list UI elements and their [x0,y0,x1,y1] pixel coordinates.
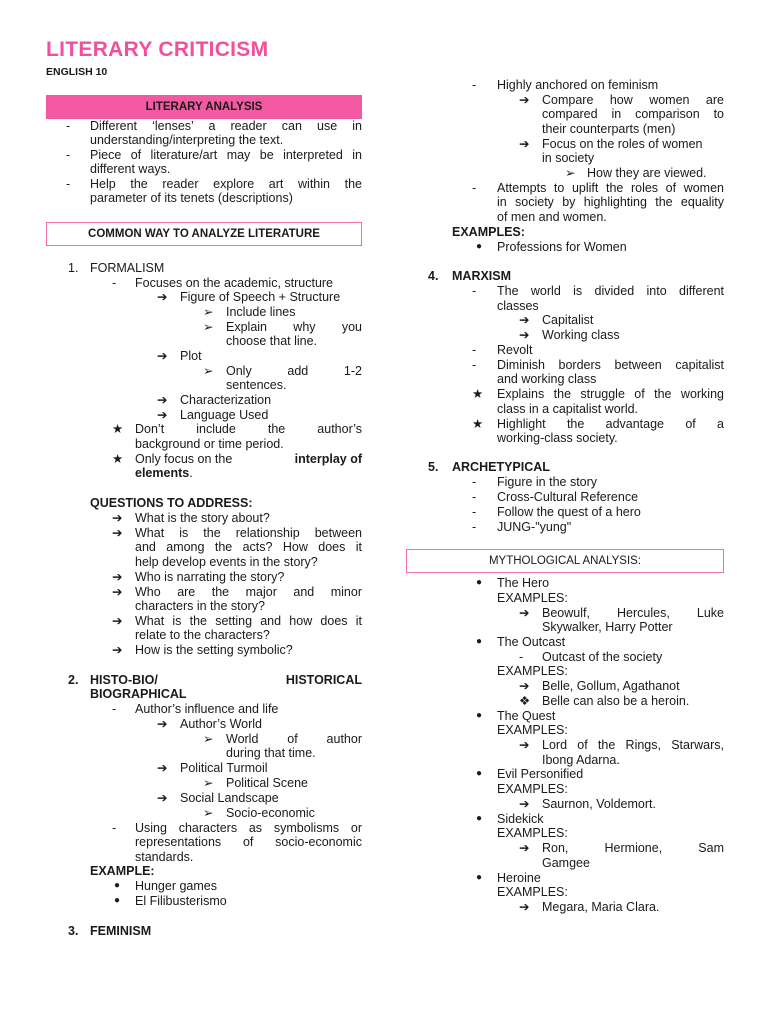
arrow-marker: ➔ [519,606,530,620]
dash-marker: - [472,490,477,504]
mythological-analysis-heading: MYTHOLOGICAL ANALYSIS: [406,549,724,573]
text-line: The Hero [497,576,550,590]
text-line: class in a capitalist world. [497,402,639,416]
text-line: Focus on the roles of women [542,137,703,151]
bullet-marker: ● [476,636,483,647]
text-line: Gamgee [542,856,590,870]
text-line: Author’s World [180,717,262,731]
text-line: representations of socio-economic [135,835,362,849]
list-number: 1. [68,261,79,275]
bullet-marker: ● [476,768,483,779]
examples-heading: EXAMPLES: [452,225,525,239]
dash-marker: - [112,702,117,716]
text-line: sentences. [226,378,287,392]
text-line: in society by highlighting the equality [497,195,724,209]
text-line: Professions for Women [497,240,627,254]
text-line: How is the setting symbolic? [135,643,293,657]
arrow-marker: ➔ [112,585,123,599]
text-line: Heroine [497,871,541,885]
text-line: What is the story about? [135,511,270,525]
text-line: Include lines [226,305,296,319]
text-line: choose that line. [226,334,318,348]
arrow-marker: ➔ [519,900,530,914]
dash-marker: - [472,475,477,489]
examples-label: EXAMPLES: [497,591,568,605]
dash-marker: - [472,343,477,357]
star-marker: ★ [472,417,484,431]
arrow-marker: ➔ [157,393,168,407]
text-line: Characterization [180,393,272,407]
arrow-marker: ➔ [157,349,168,363]
text-line: Highly anchored on feminism [497,78,659,92]
bullet-marker: ● [476,241,483,252]
text-line: parameter of its tenets (descriptions) [90,191,293,205]
bullet-marker: ● [476,577,483,588]
bullet-marker: ● [114,895,121,906]
arrow-marker: ➔ [157,408,168,422]
chevron-marker: ➢ [203,305,214,319]
arrow-marker: ➔ [519,328,530,342]
text-line: Hunger games [135,879,217,893]
section-title: HISTO-BIO/ HISTORICAL [90,673,362,687]
text-line: Explain why you [226,320,362,334]
chevron-marker: ➢ [203,364,214,378]
text-line: Cross-Cultural Reference [497,490,639,504]
arrow-marker: ➔ [519,841,530,855]
chevron-marker: ➢ [203,320,214,334]
text-line: Don’t include the author’s [135,422,362,436]
chevron-marker: ➢ [203,776,214,790]
bullet-marker: ● [476,872,483,883]
arrow-marker: ➔ [519,313,530,327]
arrow-marker: ➔ [157,290,168,304]
text-line: Diminish borders between capitalist [497,358,724,372]
arrow-marker: ➔ [519,679,530,693]
text-line: understanding/interpreting the text. [90,133,284,147]
text-line: What is the setting and how does it [135,614,362,628]
text-line: Piece of literature/art may be interpreted in [90,148,362,162]
text-line: Only add 1-2 [226,364,362,378]
text-line: Megara, Maria Clara. [542,900,660,914]
text-line: Language Used [180,408,269,422]
arrow-marker: ➔ [519,797,530,811]
text-line: background or time period. [135,437,284,451]
text-line: Help the reader explore art within the [90,177,362,191]
arrow-marker: ➔ [112,614,123,628]
examples-label: EXAMPLES: [497,885,568,899]
text-line: Belle can also be a heroin. [542,694,690,708]
text-line: Different ‘lenses’ a reader can use in [90,119,362,133]
text-line [135,466,193,481]
text-line: Figure in the story [497,475,598,489]
text-line: relate to the characters? [135,628,270,642]
dash-marker: - [112,276,117,290]
text-line: compared in comparison to [542,107,724,121]
text-fragment: . [189,466,193,480]
dash-marker: - [472,181,477,195]
diamond-marker: ❖ [519,694,531,708]
text-fragment: Only focus on the [135,452,233,466]
dash-marker: - [66,177,71,191]
chevron-marker: ➢ [203,732,214,746]
text-line: Figure of Speech + Structure [180,290,341,304]
text-line: Beowulf, Hercules, Luke [542,606,724,620]
star-marker: ★ [112,422,124,436]
text-line: Capitalist [542,313,594,327]
text-line: Attempts to uplift the roles of women [497,181,724,195]
text-line: working-class society. [497,431,618,445]
text-line: Political Scene [226,776,308,790]
text-line: characters in the story? [135,599,265,613]
text-line: How they are viewed. [587,166,707,180]
text-line: Explains the struggle of the working [497,387,724,401]
dash-marker: - [66,119,71,133]
text-line: Compare how women are [542,93,724,107]
text-line: Who are the major and minor [135,585,362,599]
arrow-marker: ➔ [112,570,123,584]
text-line: Focuses on the academic, structure [135,276,334,290]
text-line: Ibong Adarna. [542,753,620,767]
star-marker: ★ [112,452,124,466]
text-line: help develop events in the story? [135,555,318,569]
list-number: 3. [68,924,79,938]
text-line: Skywalker, Harry Potter [542,620,673,634]
star-marker: ★ [472,387,484,401]
text-line [135,452,362,467]
common-way-heading: COMMON WAY TO ANALYZE LITERATURE [46,222,362,246]
section-title: FORMALISM [90,261,165,275]
text-line: Author’s influence and life [135,702,279,716]
text-line: Highlight the advantage of a [497,417,724,431]
dash-marker: - [472,520,477,534]
text-line: during that time. [226,746,316,760]
text-line: Political Turmoil [180,761,268,775]
section-title: ARCHETYPICAL [452,460,550,474]
page-title: LITERARY CRITICISM [46,38,269,61]
text-line: Working class [542,328,620,342]
examples-label: EXAMPLES: [497,782,568,796]
text-line: standards. [135,850,194,864]
text-line: in society [542,151,595,165]
chevron-marker: ➢ [565,166,576,180]
example-heading: EXAMPLE: [90,864,155,878]
text-line: Sidekick [497,812,544,826]
arrow-marker: ➔ [519,137,530,151]
dash-marker: - [112,821,117,835]
text-line: of men and women. [497,210,607,224]
text-line: El Filibusterismo [135,894,227,908]
bullet-marker: ● [476,710,483,721]
arrow-marker: ➔ [519,738,530,752]
arrow-marker: ➔ [112,511,123,525]
arrow-marker: ➔ [157,761,168,775]
text-line: Using characters as symbolisms or [135,821,362,835]
arrow-marker: ➔ [112,643,123,657]
text-line: and among the acts? How does it [135,540,362,554]
text-line: Socio-economic [226,806,315,820]
arrow-marker: ➔ [112,526,123,540]
text-line: and working class [497,372,597,386]
examples-label: EXAMPLES: [497,664,568,678]
chevron-marker: ➢ [203,806,214,820]
text-line: Outcast of the society [542,650,663,664]
literary-analysis-heading: LITERARY ANALYSIS [46,95,362,119]
text-line: Ron, Hermione, Sam [542,841,724,855]
text-line: World of author [226,732,362,746]
text-line: What is the relationship between [135,526,362,540]
section-title: MARXISM [452,269,512,283]
text-line: The world is divided into different [497,284,724,298]
list-number: 5. [428,460,439,474]
arrow-marker: ➔ [519,93,530,107]
bullet-marker: ● [476,813,483,824]
text-line: Social Landscape [180,791,279,805]
dash-marker: - [472,358,477,372]
section-title: FEMINISM [90,924,152,938]
bold-fragment: elements [135,466,190,480]
dash-marker: - [472,505,477,519]
dash-marker: - [519,650,524,664]
page-subtitle: ENGLISH 10 [46,66,108,78]
text-line: The Quest [497,709,556,723]
text-line: classes [497,299,539,313]
dash-marker: - [66,148,71,162]
text-line: Revolt [497,343,533,357]
questions-heading: QUESTIONS TO ADDRESS: [90,496,253,510]
text-line: Evil Personified [497,767,584,781]
text-line: The Outcast [497,635,566,649]
bullet-marker: ● [114,880,121,891]
examples-label: EXAMPLES: [497,723,568,737]
dash-marker: - [472,284,477,298]
arrow-marker: ➔ [157,717,168,731]
text-line: Saurnon, Voldemort. [542,797,656,811]
text-line: Who is narrating the story? [135,570,285,584]
text-line: their counterparts (men) [542,122,676,136]
text-line: Lord of the Rings, Starwars, [542,738,724,752]
examples-label: EXAMPLES: [497,826,568,840]
bold-fragment: interplay of [294,452,362,466]
text-line: Plot [180,349,202,363]
arrow-marker: ➔ [157,791,168,805]
text-line: Follow the quest of a hero [497,505,641,519]
text-line: JUNG-"yung" [497,520,572,534]
text-line: Belle, Gollum, Agathanot [542,679,680,693]
text-line: different ways. [90,162,171,176]
section-title: BIOGRAPHICAL [90,687,187,701]
dash-marker: - [472,78,477,92]
list-number: 4. [428,269,439,283]
list-number: 2. [68,673,79,687]
